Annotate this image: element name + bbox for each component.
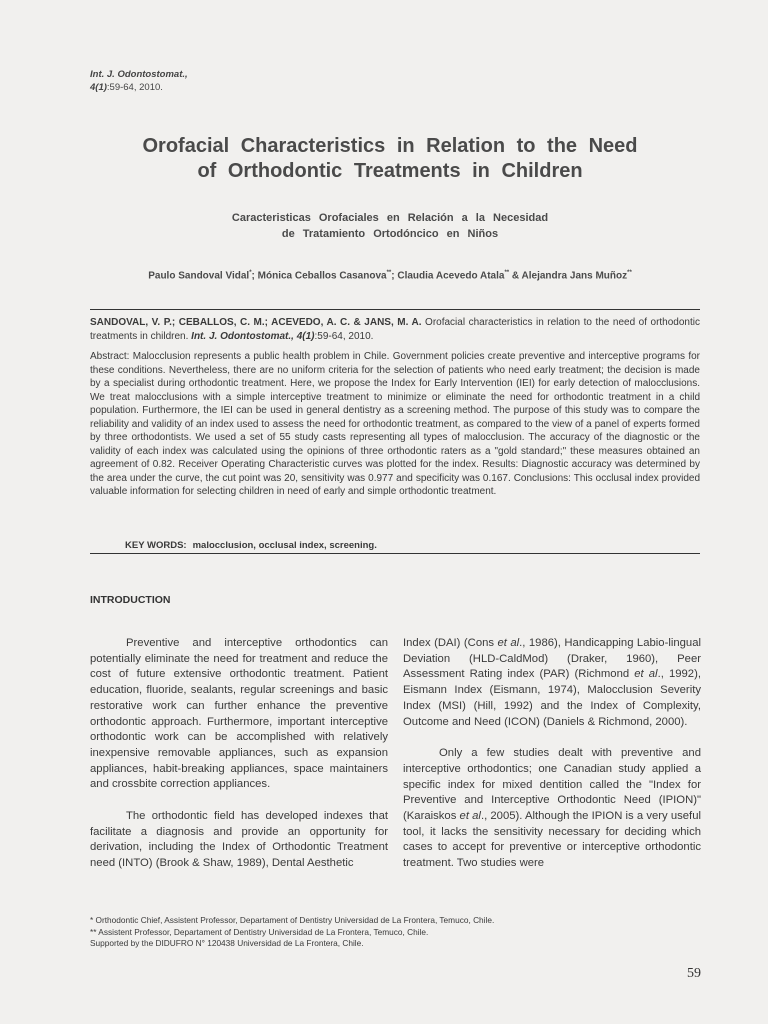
page-number: 59 — [687, 966, 701, 981]
text-run: ., 1986), Handicapping Labio-lingual Deviation (HLD-CaldMod) (Draker, 1960), Peer Assessment Rating index (PAR) (Richmond — [403, 637, 701, 681]
paragraph — [403, 746, 701, 872]
text-run: ., 2005). Although the IPION is a very useful tool, it lacks the sensitivity necessary for deciding which cases to accept for preventive or interceptive orthodontic treatment. Two studies were — [403, 810, 701, 870]
paper-title-line-2: of Orthodontic Treatments in Children — [197, 160, 583, 182]
author-2: Mónica Ceballos Casanova — [257, 270, 387, 282]
paragraph: Preventive and interceptive orthodontics can potentially eliminate the need for treatment and reduce the cost of future extensive orthodontic treatment. Patient education, fluoride, sealants, regular screenings and basic restorative work can further enhance the preventive orthodontic approach. Furthermore, important interceptive orthodontic work can be accomplished with relatively inexpensive removable appliances, such as expansion appliances, habit-breaking appliances, space maintainers and crossbite correction appliances. — [90, 637, 388, 791]
abstract-bottom-rule — [90, 553, 700, 554]
citation-block — [90, 316, 700, 343]
author-1: Paulo Sandoval Vidal — [148, 270, 250, 282]
paper-subtitle — [90, 210, 690, 242]
keywords-text: malocclusion, occlusal index, screening. — [192, 540, 377, 551]
footnotes — [90, 915, 710, 950]
text-run: Index (DAI) (Cons — [403, 637, 498, 649]
author-3: Claudia Acevedo Atala — [397, 270, 505, 282]
paper-title — [60, 134, 720, 184]
footnote-1: * Orthodontic Chief, Assistent Professor, Departament of Dentistry Universidad de La Frontera, Temuco, Chile. — [90, 915, 495, 925]
journal-reference — [90, 68, 188, 94]
paper-title-line-1: Orofacial Characteristics in Relation to the Need — [142, 135, 638, 157]
journal-name: Int. J. Odontostomat., — [90, 69, 188, 80]
keywords — [125, 540, 377, 551]
keywords-label: KEY WORDS: — [125, 540, 187, 551]
author-4: Alejandra Jans Muñoz — [521, 270, 628, 282]
author-2-mark: ** — [386, 270, 392, 276]
citation-authors: SANDOVAL, V. P.; CEBALLOS, C. M.; ACEVEDO, A. C. & JANS, M. A. — [90, 317, 422, 328]
abstract-text: Abstract: Malocclusion represents a public health problem in Chile. Government policies create preventive and interceptive programs for these conditions. Nevertheless, there are no uniform criteria for the selection of patients who need early treatment; the decision is made by a specialist during orthodontic treatment. Here, we propose the Index for Early Intervention (IEI) for early detection of malocclusions. We treat malocclusions with a simple interceptive treatment to minimize or eliminate the need for orthodontic treatment in a child population. Furthermore, the IEI can be used in general dentistry as a screening method. The purpose of this study was to compare the reliability and validity of an index used to assess the need for orthodontic treatment, as compared to the view of a panel of experts formed by three orthodontists. We used a set of 55 study casts representing all types of malocclusion. The accuracy of the diagnostic or the validity of each index was calculated using the opinions of three orthodontic raters as a "gold standard;" these measures obtained an agreement of 0.82. Receiver Operating Characteristic curves was plotted for the index. Results: Diagnostic accuracy was determined by the area under the curve, the cut point was 20, sensitivity was 0.977 and specificity was 0.167. Conclusions: This occlusal index provided valuable information for selecting children in need of early and simple orthodontic treatment. — [90, 351, 700, 497]
text-run: Only a few studies dealt with preventive and interceptive orthodontics; one Canadian study applied a specific index for mixed dentition called the "Index for Preventive and Interceptive Orthodontic Need (IPION)" (Karaiskos — [403, 747, 701, 823]
italic-run: et al — [459, 810, 481, 823]
text-run: ., 1992), Eismann Index (Eismann, 1974), Malocclusion Severity Index (MSI) (Hill, 1992) and the Index of Complexity, Outcome and Need (ICON) (Daniels & Richmond, 2000). — [403, 668, 701, 728]
journal-pages-year: :59-64, 2010. — [106, 82, 163, 93]
author-list — [60, 270, 720, 281]
journal-volume: 4(1) — [90, 82, 107, 93]
author-3-mark: ** — [504, 270, 510, 276]
paragraph: The orthodontic field has developed indexes that facilitate a diagnosis and provide an opportunity for derivation, including the Index of Orthodontic Treatment need (INTO) (Brook & Shaw, 1989), Dental Aesthetic — [90, 810, 388, 870]
italic-run: et al — [497, 637, 520, 649]
paragraph — [403, 636, 701, 730]
citation-end: :59-64, 2010. — [314, 330, 374, 342]
body-column-left — [90, 636, 388, 872]
paper-subtitle-line-1: Caracteristicas Orofaciales en Relación a la Necesidad — [231, 212, 549, 224]
italic-run: et al — [634, 668, 658, 681]
paper-subtitle-line-2: de Tratamiento Ortodóncico en Niños — [281, 228, 499, 240]
footnote-3: Supported by the DIDUFRO N° 120438 Universidad de La Frontera, Chile. — [90, 938, 364, 948]
author-4-mark: ** — [627, 270, 632, 276]
section-heading-introduction: INTRODUCTION — [90, 594, 171, 606]
abstract-top-rule — [90, 309, 700, 310]
footnote-2: ** Assistent Professor, Departament of Dentistry Universidad de La Frontera, Temuco, Chile. — [90, 926, 429, 937]
author-separator: ; — [251, 270, 258, 282]
author-separator: & — [509, 270, 522, 282]
author-1-mark: * — [249, 270, 252, 276]
author-separator: ; — [391, 270, 398, 282]
body-column-right — [403, 636, 701, 872]
citation-text: Orofacial characteristics in relation to the need of orthodontic treatments in children. — [90, 317, 700, 342]
citation-journal: Int. J. Odontostomat., 4(1) — [191, 330, 315, 342]
